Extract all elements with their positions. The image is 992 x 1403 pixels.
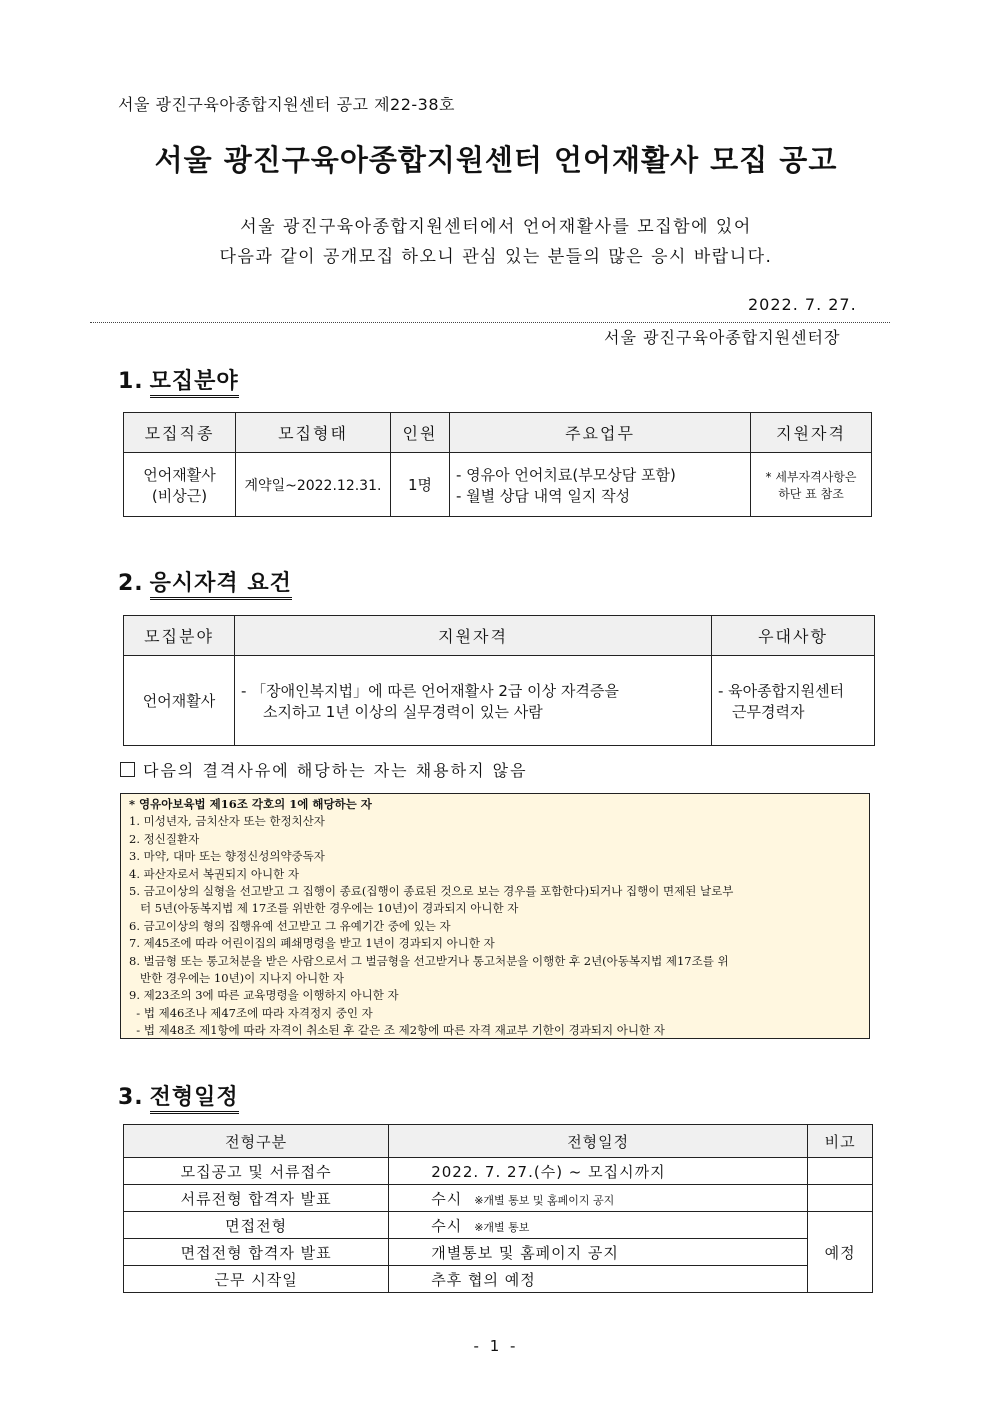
cell-field: 언어재활사 [124, 656, 235, 746]
issuer-name: 서울 광진구육아종합지원센터장 [604, 328, 841, 347]
section3-heading [118, 1080, 239, 1111]
schedule-cell [389, 1185, 808, 1212]
disq-title: * 영유아보육법 제16조 각호의 1에 해당하는 자 [129, 797, 372, 811]
notice-date: 2022. 7. 27. [748, 295, 857, 314]
disq-item: 8. 벌금형 또는 통고처분을 받은 사람으로서 그 벌금형을 선고받거나 통고처분을 이행한 후 2년(아동복지법 제17조를 위 [129, 953, 729, 968]
notice-number: 서울 광진구육아종합지원센터 공고 제22-38호 [118, 95, 456, 114]
eligibility-line-1: - 「장애인복지법」에 따른 언어재활사 2급 이상 자격증을 [241, 681, 619, 700]
qual-note-line-2: 하단 표 참조 [778, 486, 844, 501]
duty-line-2: - 월별 상담 내역 일지 작성 [456, 486, 631, 505]
stage-cell: 서류전형 합격자 발표 [124, 1185, 389, 1212]
schedule-text: 추후 협의 예정 [431, 1270, 536, 1289]
cell-eligibility [235, 656, 712, 746]
section2-heading [118, 566, 292, 597]
cell-preference [712, 656, 875, 746]
header-headcount: 인원 [391, 413, 450, 453]
disq-item: 4. 파산자로서 복권되지 아니한 자 [129, 866, 300, 881]
table-row [124, 1185, 873, 1212]
stage-cell: 근무 시작일 [124, 1266, 389, 1293]
stage-cell: 면접전형 [124, 1212, 389, 1239]
cell-job-type [124, 453, 236, 517]
cell-employment-type: 계약일~2022.12.31. [236, 453, 391, 517]
header-job-type: 모집직종 [124, 413, 236, 453]
stage-cell: 면접전형 합격자 발표 [124, 1239, 389, 1266]
disqualification-notice [120, 758, 528, 781]
disq-item: 3. 마약, 대마 또는 향정신성의약중독자 [129, 849, 325, 864]
stage-cell: 모집공고 및 서류접수 [124, 1158, 389, 1185]
section2-number: 2. [118, 571, 144, 596]
recruitment-field-table [123, 412, 872, 517]
header-qualification: 지원자격 [751, 413, 872, 453]
disqualification-notice-text: 다음의 결격사유에 해당하는 자는 채용하지 않음 [143, 761, 528, 780]
preference-line-2: 근무경력자 [732, 702, 805, 721]
schedule-text: 개별통보 및 홈페이지 공지 [431, 1243, 619, 1262]
intro-text [0, 212, 992, 272]
header-remark: 비고 [808, 1125, 873, 1158]
eligibility-line-2: 소지하고 1년 이상의 실무경력이 있는 사람 [263, 702, 543, 721]
section3-title: 전형일정 [150, 1085, 239, 1114]
cell-headcount: 1명 [391, 453, 450, 517]
page-title: 서울 광진구육아종합지원센터 언어재활사 모집 공고 [154, 143, 838, 177]
disq-item: 2. 정신질환자 [129, 831, 200, 846]
table-row [124, 1239, 873, 1266]
checkbox-icon [120, 762, 135, 777]
schedule-cell [389, 1239, 808, 1266]
disq-item: - 법 제48조 제1항에 따라 자격이 취소된 후 같은 조 제2항에 따른 자격 재교부 기한이 경과되지 아니한 자 [129, 1023, 665, 1038]
disq-item: 9. 제23조의 3에 따른 교육명령을 이행하지 아니한 자 [129, 988, 399, 1003]
dotted-divider [90, 322, 890, 323]
schedule-text: 수시 [431, 1189, 463, 1208]
qual-note-line-1: * 세부자격사항은 [765, 469, 857, 484]
disq-item: 6. 금고이상의 형의 집행유예 선고받고 그 유예기간 중에 있는 자 [129, 918, 451, 933]
preference-line-1: - 육아종합지원센터 [718, 681, 845, 700]
header-eligibility: 지원자격 [235, 616, 712, 656]
disq-item: 7. 제45조에 따라 어린이집의 폐쇄명령을 받고 1년이 경과되지 아니한 자 [129, 936, 495, 951]
remark-cell [808, 1185, 873, 1212]
schedule-cell [389, 1212, 808, 1239]
cell-main-duties [450, 453, 751, 517]
intro-line-2: 다음과 같이 공개모집 하오니 관심 있는 분들의 많은 응시 바랍니다. [219, 247, 773, 267]
schedule-note: ※개별 통보 [474, 1220, 530, 1234]
schedule-cell [389, 1158, 808, 1185]
section3-number: 3. [118, 1085, 144, 1110]
schedule-table [123, 1124, 873, 1293]
schedule-note: ※개별 통보 및 홈페이지 공지 [474, 1193, 615, 1207]
table-row [124, 1266, 873, 1293]
table-row [124, 1212, 873, 1239]
remark-cell [808, 1158, 873, 1185]
remark-cell-merged: 예정 [808, 1212, 873, 1293]
disq-item: 반한 경우에는 10년)이 지나지 아니한 자 [129, 971, 344, 986]
section1-title: 모집분야 [150, 369, 239, 398]
disq-item: 1. 미성년자, 금치산자 또는 한정치산자 [129, 814, 325, 829]
job-line-1: 언어재활사 [143, 465, 216, 484]
section1-number: 1. [118, 369, 144, 394]
intro-line-1: 서울 광진구육아종합지원센터에서 언어재활사를 모집함에 있어 [240, 217, 752, 237]
disq-item: 터 5년(아동복지법 제 17조를 위반한 경우에는 10년)이 경과되지 아니한 자 [129, 901, 519, 916]
page-number: - 1 - [473, 1337, 519, 1355]
job-line-2: (비상근) [151, 486, 208, 505]
section2-title: 응시자격 요건 [150, 571, 292, 600]
schedule-text: 수시 [431, 1216, 463, 1235]
disqualification-box [120, 793, 870, 1039]
disq-item: - 법 제46조나 제47조에 따라 자격정지 중인 자 [129, 1005, 373, 1020]
schedule-cell [389, 1266, 808, 1293]
table-row [124, 1158, 873, 1185]
header-employment-type: 모집형태 [236, 413, 391, 453]
eligibility-table [123, 615, 875, 746]
section1-heading [118, 364, 239, 395]
header-schedule: 전형일정 [389, 1125, 808, 1158]
header-stage: 전형구분 [124, 1125, 389, 1158]
duty-line-1: - 영유아 언어치료(부모상담 포함) [456, 465, 676, 484]
disq-item: 5. 금고이상의 실형을 선고받고 그 집행이 종료(집행이 종료된 것으로 보는 경우를 포함한다)되거나 집행이 면제된 날로부 [129, 884, 734, 899]
header-field: 모집분야 [124, 616, 235, 656]
cell-qualification [751, 453, 872, 517]
header-main-duties: 주요업무 [450, 413, 751, 453]
header-preference: 우대사항 [712, 616, 875, 656]
schedule-text: 2022. 7. 27.(수) ~ 모집시까지 [431, 1162, 666, 1181]
